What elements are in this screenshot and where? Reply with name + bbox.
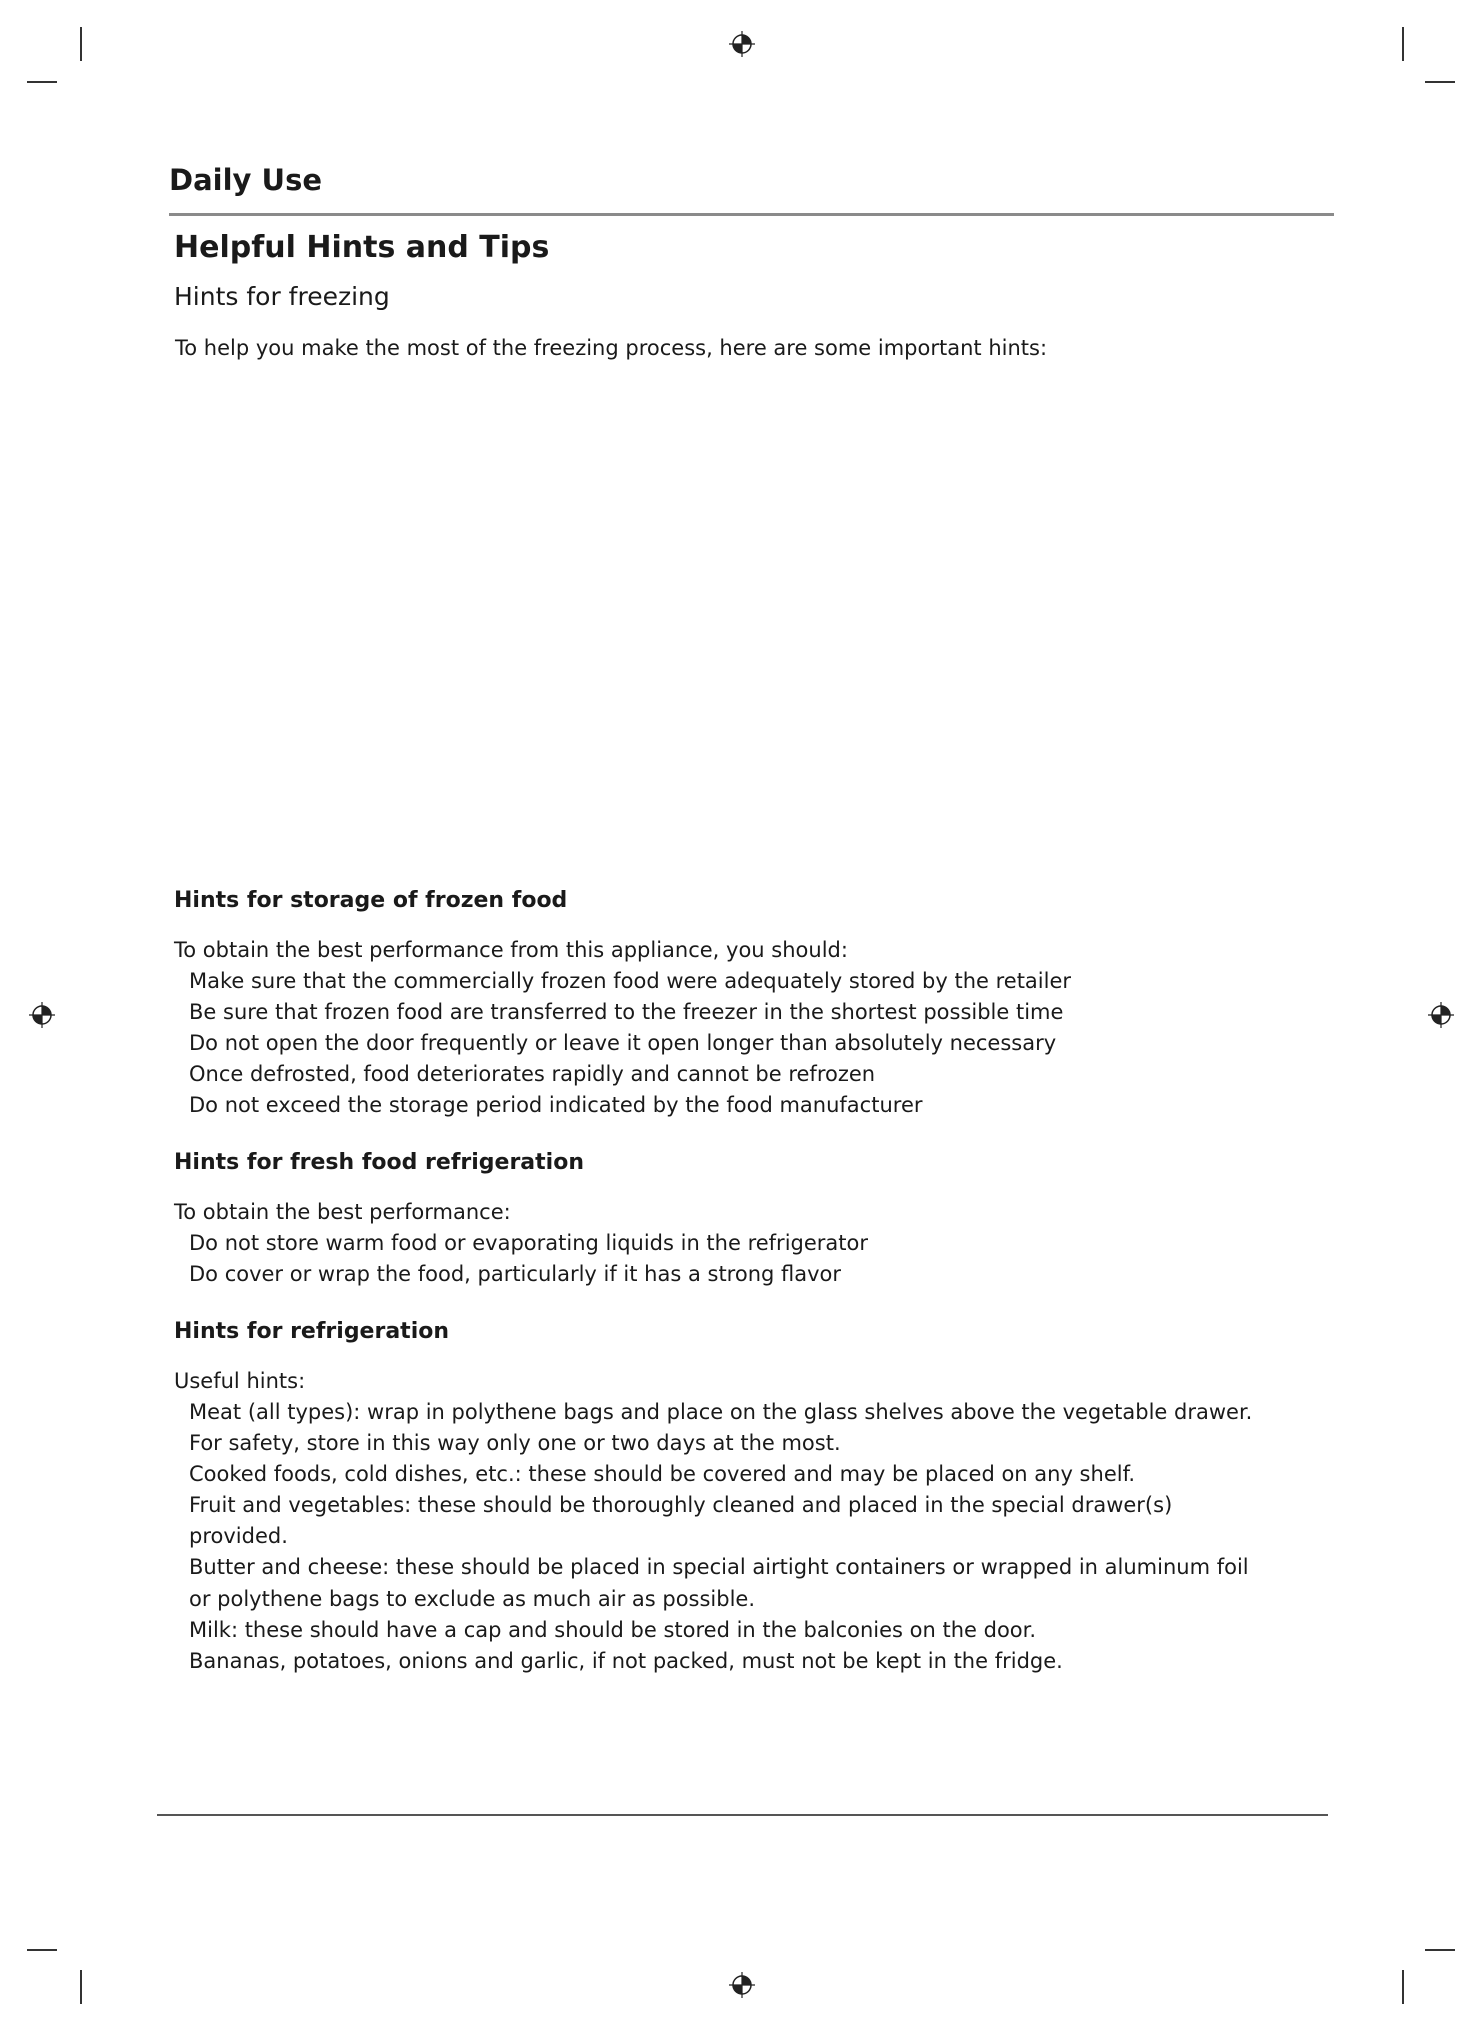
list-item: Fruit and vegetables: these should be thoroughly cleaned and placed in the special drawer(s) provided. — [189, 1493, 1173, 1549]
list-item: Do cover or wrap the food, particularly if it has a strong flavor — [189, 1262, 842, 1287]
crop-mark-icon — [1425, 1949, 1455, 1951]
crop-mark-icon — [1402, 1970, 1404, 2004]
list-item: Cooked foods, cold dishes, etc.: these should be covered and may be placed on any shelf. — [189, 1462, 1136, 1487]
fresh-food-heading: Hints for fresh food refrigeration — [174, 1150, 584, 1175]
freezing-intro: To help you make the most of the freezing process, here are some important hints: — [175, 336, 1048, 360]
refrigeration-heading: Hints for refrigeration — [174, 1319, 450, 1344]
registration-mark-icon — [29, 1002, 55, 1028]
list-item: Meat (all types): wrap in polythene bags and place on the glass shelves above the vegetable drawer. For safety, store in this way only one or two days at the most. — [189, 1400, 1253, 1456]
list-item: Do not open the door frequently or leave it open longer than absolutely necessary — [189, 1031, 1057, 1056]
crop-mark-icon — [80, 27, 82, 61]
fresh-food-intro: To obtain the best performance: — [174, 1200, 511, 1224]
footer-divider — [157, 1814, 1328, 1816]
registration-mark-icon — [729, 31, 755, 57]
crop-mark-icon — [27, 81, 57, 83]
list-item: Make sure that the commercially frozen food were adequately stored by the retailer — [189, 969, 1072, 993]
list-item: Bananas, potatoes, onions and garlic, if not packed, must not be kept in the fridge. — [189, 1648, 1063, 1673]
crop-mark-icon — [1402, 27, 1404, 61]
header-divider — [169, 213, 1334, 216]
crop-mark-icon — [1425, 81, 1455, 83]
list-item: Be sure that frozen food are transferred to the freezer in the shortest possible time — [189, 1000, 1064, 1025]
fresh-food-list — [189, 1228, 1289, 1290]
crop-mark-icon — [80, 1970, 82, 2004]
frozen-storage-list — [189, 966, 1289, 1121]
list-item: Butter and cheese: these should be placed in special airtight containers or wrapped in aluminum foil or polythene bags to exclude as much air as possible. — [189, 1555, 1249, 1611]
registration-mark-icon — [729, 1972, 755, 1998]
list-item: Once defrosted, food deteriorates rapidly and cannot be refrozen — [189, 1062, 876, 1087]
refrigeration-list — [189, 1397, 1269, 1677]
section-title: Daily Use — [169, 163, 323, 197]
list-item: Do not store warm food or evaporating liquids in the refrigerator — [189, 1231, 868, 1255]
frozen-storage-intro: To obtain the best performance from this appliance, you should: — [174, 938, 848, 962]
list-item: Do not exceed the storage period indicated by the food manufacturer — [189, 1093, 923, 1118]
freezing-heading: Hints for freezing — [174, 282, 390, 311]
registration-mark-icon — [1428, 1002, 1454, 1028]
crop-mark-icon — [27, 1949, 57, 1951]
list-item: Milk: these should have a cap and should be stored in the balconies on the door. — [189, 1617, 1037, 1642]
refrigeration-intro: Useful hints: — [174, 1369, 306, 1393]
frozen-storage-heading: Hints for storage of frozen food — [174, 888, 568, 913]
page-title: Helpful Hints and Tips — [174, 230, 550, 265]
